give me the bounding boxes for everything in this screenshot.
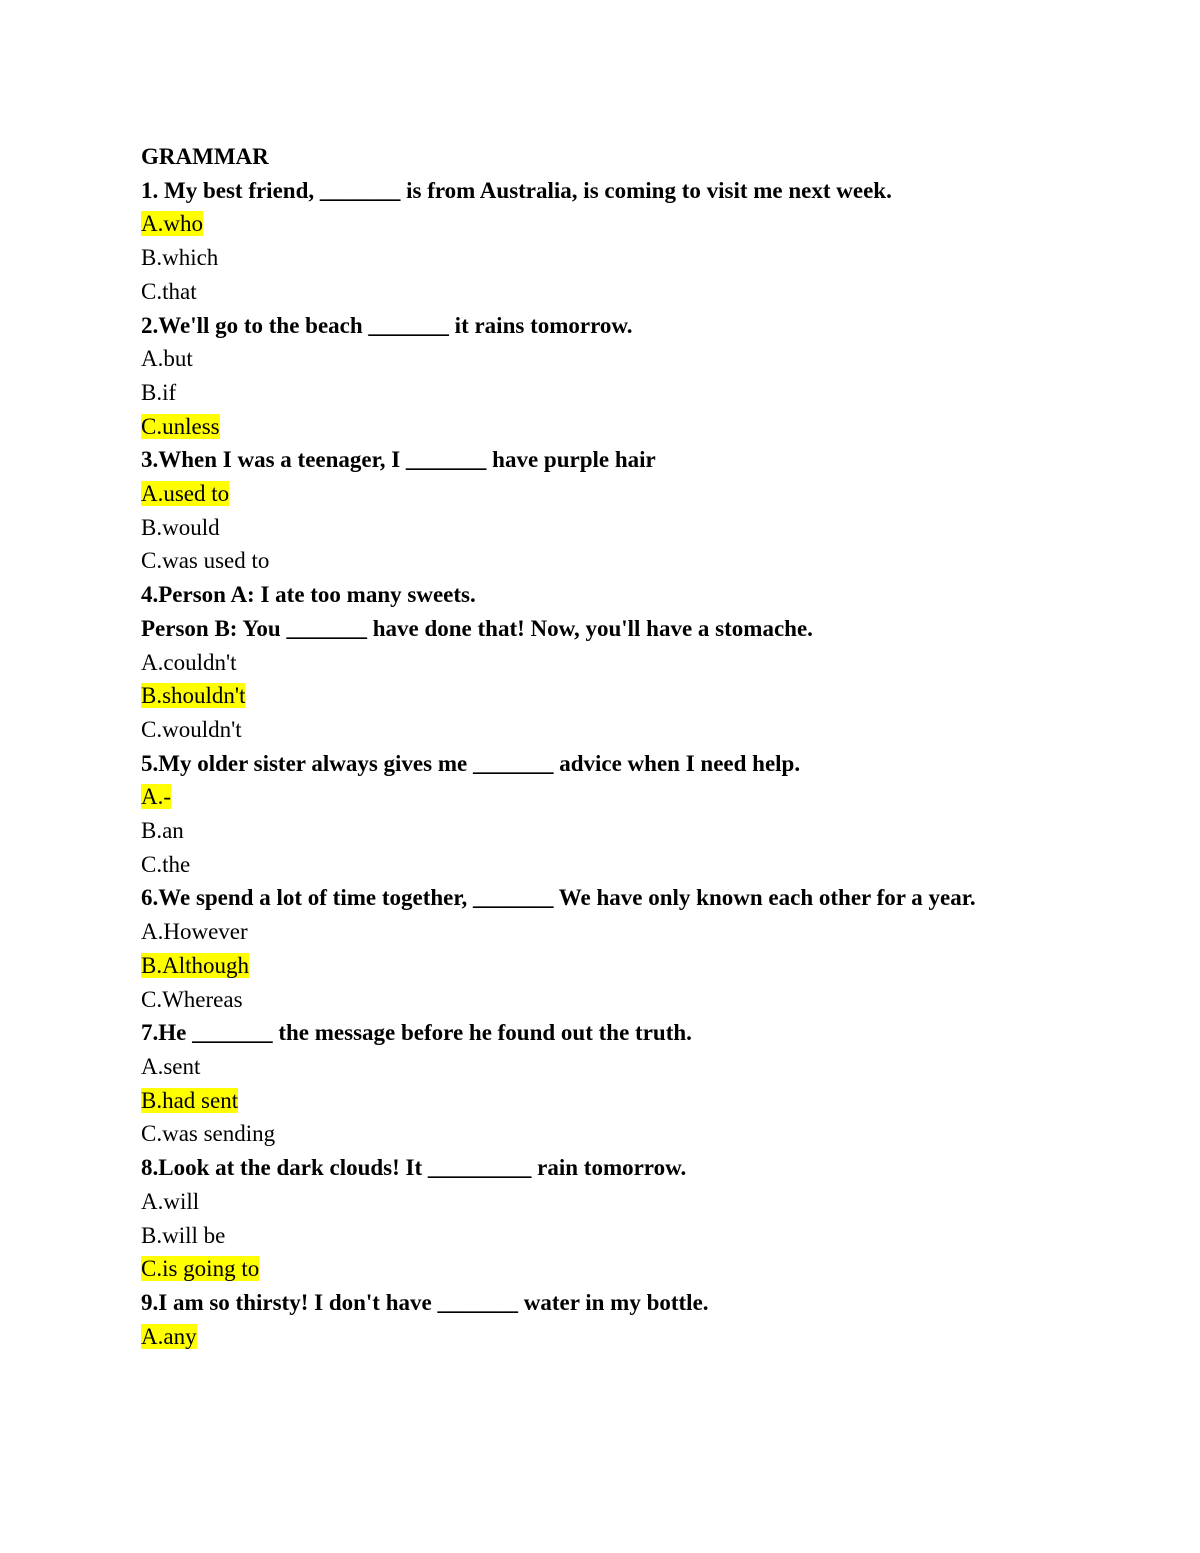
question-3 — [141, 443, 1031, 578]
option-c: C.the — [141, 851, 191, 877]
option-a: A.but — [141, 346, 193, 372]
option-b: B.if — [141, 379, 177, 405]
question-8 — [141, 1151, 1031, 1286]
option-a: A.sent — [141, 1053, 201, 1079]
question-9 — [141, 1286, 1031, 1353]
option-a: A.will — [141, 1188, 200, 1214]
option-b: B.would — [141, 514, 220, 540]
option-b: B.will be — [141, 1222, 226, 1248]
option-b: B.which — [141, 245, 219, 271]
option-a — [141, 780, 1031, 814]
option-c: C.Whereas — [141, 986, 243, 1012]
option-c: C.that — [141, 278, 197, 304]
question-stem: 6.We spend a lot of time together, _______ We have only known each other for a year. — [141, 885, 976, 911]
question-stem: 4.Person A: I ate too many sweets. — [141, 582, 476, 608]
option-b — [141, 1084, 1031, 1118]
option-b: B.an — [141, 818, 184, 844]
document-content — [141, 140, 1031, 1353]
question-7 — [141, 1016, 1031, 1151]
question-2 — [141, 309, 1031, 444]
answer-highlight: B.shouldn't — [141, 683, 246, 709]
option-c — [141, 1252, 1031, 1286]
question-1 — [141, 174, 1031, 309]
answer-highlight: B.Although — [141, 952, 249, 978]
question-4 — [141, 578, 1031, 747]
answer-highlight: C.is going to — [141, 1256, 260, 1282]
question-6 — [141, 881, 1031, 1016]
question-stem: 7.He _______ the message before he found out the truth. — [141, 1020, 692, 1046]
option-a: A.couldn't — [141, 649, 237, 675]
option-c: C.was sending — [141, 1121, 276, 1147]
option-c: C.was used to — [141, 548, 270, 574]
page-title: GRAMMAR — [141, 144, 269, 169]
answer-highlight: B.had sent — [141, 1087, 239, 1113]
question-stem: 8.Look at the dark clouds! It _________ rain tomorrow. — [141, 1155, 687, 1181]
answer-highlight: A.any — [141, 1323, 197, 1349]
question-stem-continued: Person B: You _______ have done that! Now, you'll have a stomache. — [141, 615, 813, 641]
option-b — [141, 679, 1031, 713]
question-5 — [141, 747, 1031, 882]
question-stem: 1. My best friend, _______ is from Australia, is coming to visit me next week. — [141, 177, 892, 203]
answer-highlight: C.unless — [141, 413, 220, 439]
question-stem: 5.My older sister always gives me _______ advice when I need help. — [141, 750, 801, 776]
option-b — [141, 949, 1031, 983]
option-c — [141, 410, 1031, 444]
answer-highlight: A.who — [141, 211, 203, 237]
question-stem: 2.We'll go to the beach _______ it rains tomorrow. — [141, 312, 633, 338]
question-stem: 9.I am so thirsty! I don't have _______ water in my bottle. — [141, 1289, 709, 1315]
option-c: C.wouldn't — [141, 716, 242, 742]
option-a — [141, 1320, 1031, 1354]
option-a — [141, 477, 1031, 511]
question-stem: 3.When I was a teenager, I _______ have purple hair — [141, 447, 656, 473]
option-a — [141, 207, 1031, 241]
answer-highlight: A.- — [141, 784, 172, 810]
option-a: A.However — [141, 919, 248, 945]
answer-highlight: A.used to — [141, 481, 230, 507]
